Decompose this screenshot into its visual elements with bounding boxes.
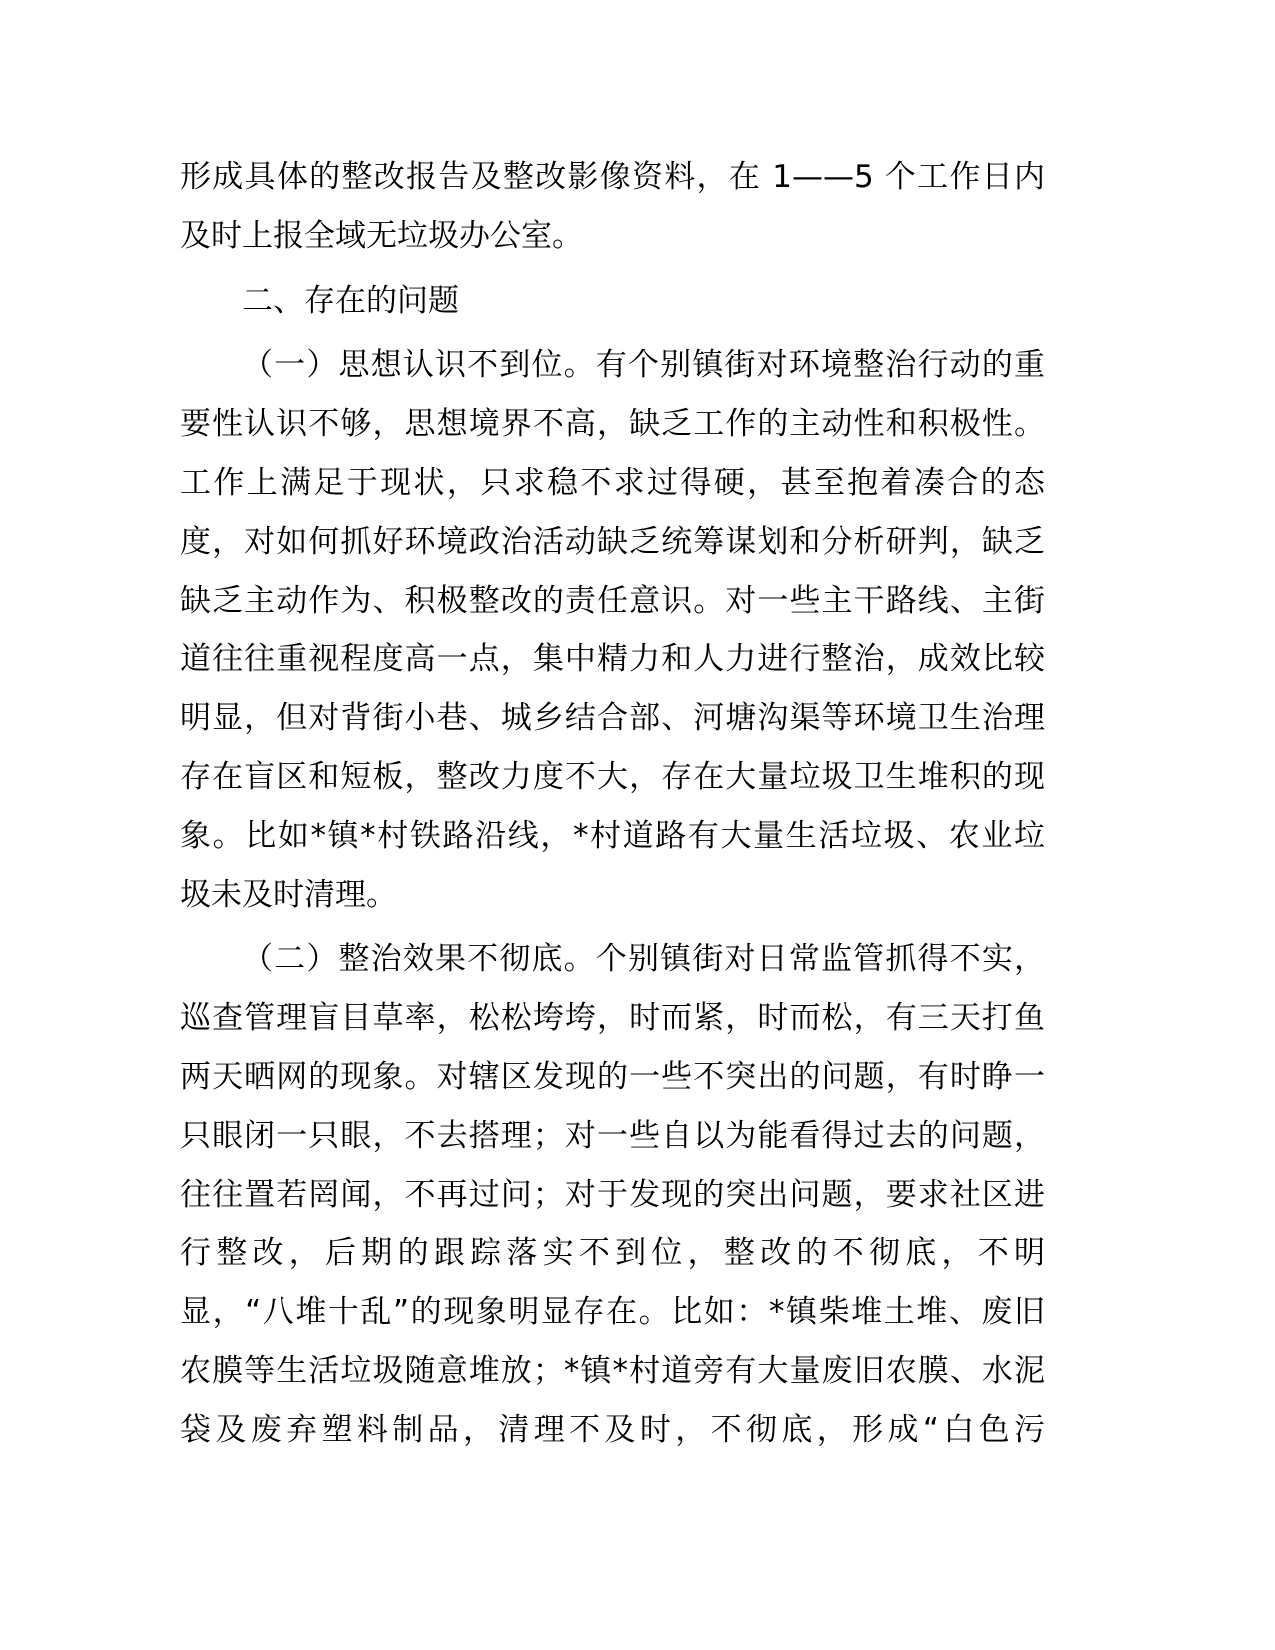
intro-line: 形成具体的整改报告及整改影像资料，在 1——5 个工作日内: [180, 159, 1045, 195]
paragraph-2-line: 只眼闭一只眼，不去搭理；对一些自以为能看得过去的问题，: [180, 1117, 1045, 1154]
paragraph-1-line: 象。比如*镇*村铁路沿线，*村道路有大量生活垃圾、农业垃: [180, 817, 1045, 854]
paragraph-2-line: 袋及废弃塑料制品，清理不及时，不彻底，形成“白色污: [180, 1411, 1045, 1448]
paragraph-2-line: 往往置若罔闻，不再过问；对于发现的突出问题，要求社区进: [180, 1176, 1045, 1213]
paragraph-2-line: 巡查管理盲目草率，松松垮垮，时而紧，时而松，有三天打鱼: [180, 1000, 1045, 1037]
paragraph-2-line: 显，“八堆十乱”的现象明显存在。比如：*镇柴堆土堆、废旧: [180, 1294, 1045, 1331]
paragraph-1-line: （一）思想认识不到位。有个别镇街对环境整治行动的重: [242, 347, 1045, 384]
paragraph-2-line: 农膜等生活垃圾随意堆放；*镇*村道旁有大量废旧农膜、水泥: [180, 1352, 1045, 1389]
paragraph-1-line: 道往往重视程度高一点，集中精力和人力进行整治，成效比较: [180, 641, 1045, 678]
paragraph-2-line: 行整改，后期的跟踪落实不到位，整改的不彻底，不明: [180, 1235, 1045, 1272]
intro-line: 及时上报全域无垃圾办公室。: [180, 217, 583, 254]
section-heading: 二、存在的问题: [242, 282, 459, 319]
paragraph-1-line: 明显，但对背街小巷、城乡结合部、河塘沟渠等环境卫生治理: [180, 700, 1045, 737]
paragraph-1-line: 要性认识不够，思想境界不高，缺乏工作的主动性和积极性。: [180, 406, 1045, 443]
paragraph-1-line: 缺乏主动作为、积极整改的责任意识。对一些主干路线、主街: [180, 582, 1045, 619]
paragraph-1-line: 工作上满足于现状，只求稳不求过得硬，甚至抱着凑合的态: [180, 464, 1045, 501]
paragraph-2-line: （二）整治效果不彻底。个别镇街对日常监管抓得不实，: [242, 941, 1045, 978]
paragraph-1-line: 圾未及时清理。: [180, 876, 397, 913]
document-body: [180, 148, 1045, 1460]
paragraph-1-line: 度，对如何抓好环境政治活动缺乏统筹谋划和分析研判，缺乏: [180, 523, 1045, 560]
paragraph-2-line: 两天晒网的现象。对辖区发现的一些不突出的问题，有时睁一: [180, 1058, 1045, 1095]
paragraph-1-line: 存在盲区和短板，整改力度不大，存在大量垃圾卫生堆积的现: [180, 758, 1045, 795]
